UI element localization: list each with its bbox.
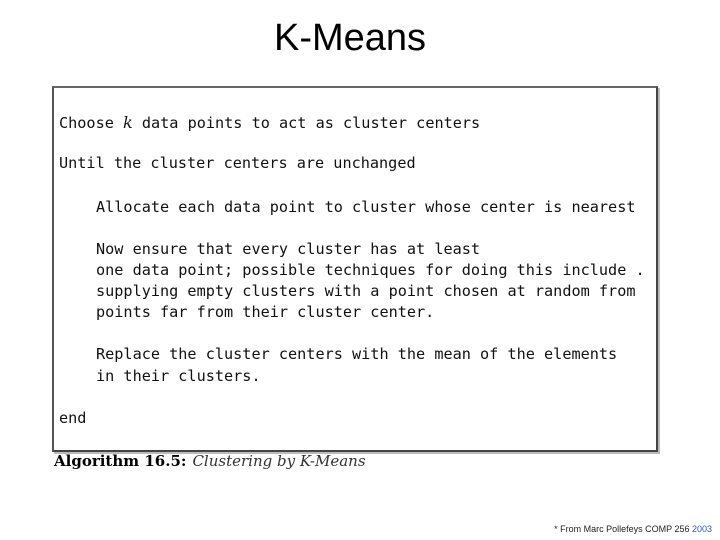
algo-line-ensure-1: Now ensure that every cluster has at least (96, 240, 481, 258)
algo-line-allocate: Allocate each data point to cluster whose center is nearest (96, 198, 636, 216)
algo-line-until: Until the cluster centers are unchanged (59, 154, 416, 172)
algo-line-replace-1: Replace the cluster centers with the mean of the elements (96, 345, 618, 363)
footer-credit (554, 524, 712, 534)
algo-var-k: k (123, 113, 133, 132)
algo-line-replace-2: in their clusters. (96, 367, 261, 385)
footer-credit-year: 2003 (691, 524, 712, 534)
algorithm-box (52, 86, 658, 452)
algo-line-ensure-2: one data point; possible techniques for doing this include . (96, 261, 645, 279)
algo-line-choose (59, 115, 480, 131)
algo-line-choose-pre: Choose (59, 114, 124, 132)
algo-line-choose-post: data points to act as cluster centers (132, 114, 481, 132)
algo-line-end: end (59, 409, 87, 427)
caption-label: Algorithm 16.5: (54, 452, 187, 470)
algo-line-ensure-4: points far from their cluster center. (96, 303, 435, 321)
caption-text: Clustering by K-Means (192, 452, 366, 470)
algo-line-ensure-3: supplying empty clusters with a point chosen at random from (96, 282, 636, 300)
slide-title: K-Means (273, 17, 427, 59)
footer-credit-text: * From Marc Pollefeys COMP 256 (554, 524, 692, 534)
algorithm-caption (54, 452, 366, 470)
